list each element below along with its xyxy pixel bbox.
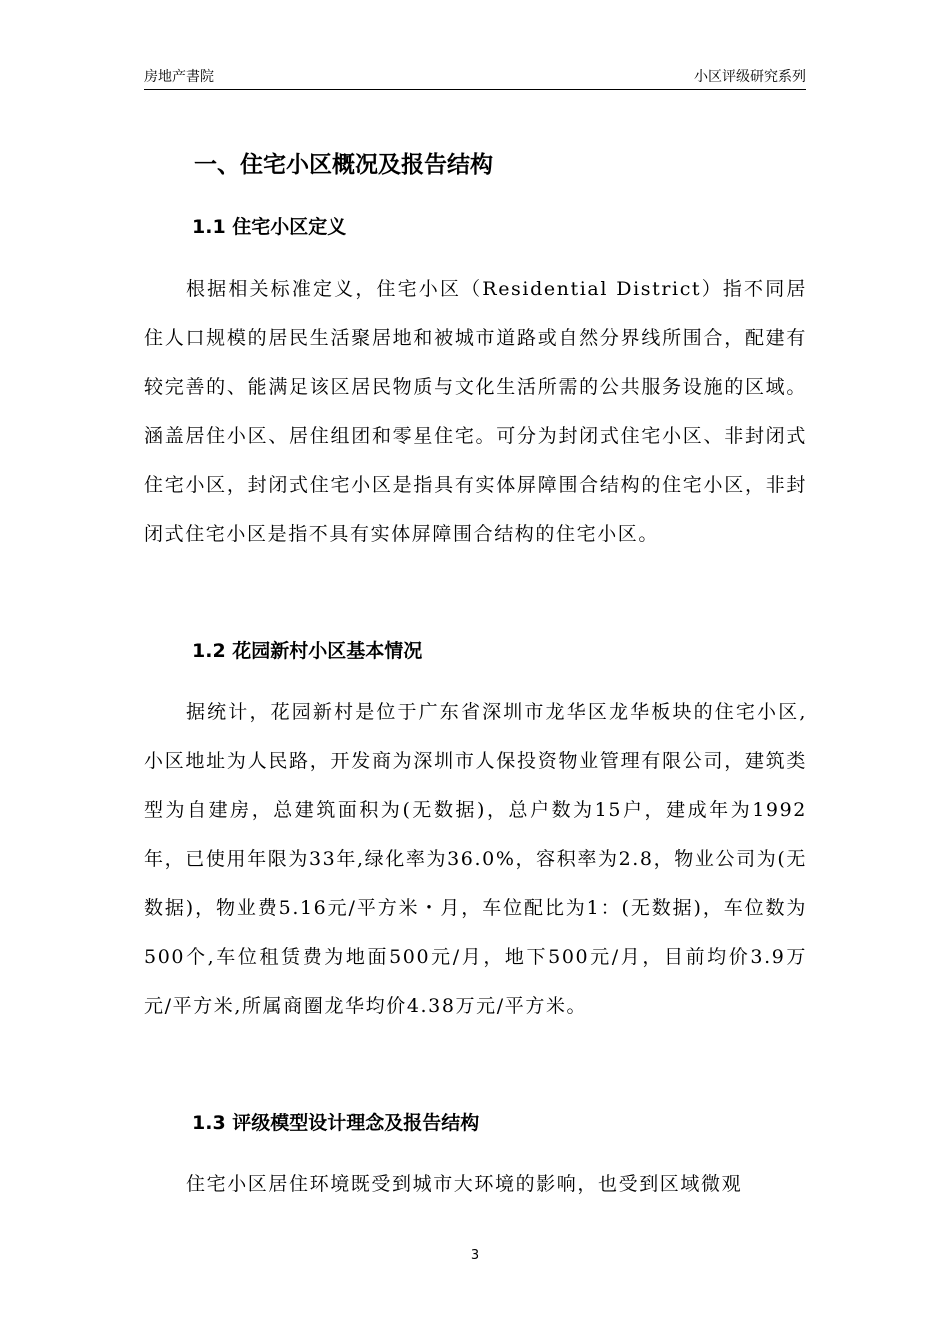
subsection-heading-1-2: 1.2 花园新村小区基本情况 <box>192 640 423 662</box>
paragraph-basic-info: 据统计，花园新村是位于广东省深圳市龙华区龙华板块的住宅小区,小区地址为人民路，开发商为深圳市人保投资物业管理有限公司，建筑类型为自建房，总建筑面积为(无数据)，总户数为15户，建成年为1992年，已使用年限为33年,绿化率为36.0%，容积率为2.8，物业公司为(无数据)，物业费5.16元/平方米・月，车位配比为1：(无数据)，车位数为500个,车位租赁费为地面500元/月，地下500元/月，目前均价3.9万元/平方米,所属商圈龙华均价4.38万元/平方米。 <box>144 701 807 1017</box>
subsection-heading-1-1: 1.1 住宅小区定义 <box>192 216 347 238</box>
page-number: 3 <box>470 1248 480 1263</box>
paragraph-model-design: 住宅小区居住环境既受到城市大环境的影响，也受到区域微观 <box>186 1173 743 1195</box>
header-publisher: 房地产書院 <box>144 69 214 85</box>
header-series-title: 小区评级研究系列 <box>694 69 806 85</box>
section-title: 一、住宅小区概况及报告结构 <box>194 152 493 178</box>
header-divider <box>144 89 806 90</box>
subsection-heading-1-3: 1.3 评级模型设计理念及报告结构 <box>192 1112 480 1134</box>
paragraph-definition: 根据相关标准定义，住宅小区（Residential District）指不同居住人口规模的居民生活聚居地和被城市道路或自然分界线所围合，配建有较完善的、能满足该区居民物质与文化生活所需的公共服务设施的区域。涵盖居住小区、居住组团和零星住宅。可分为封闭式住宅小区、非封闭式住宅小区，封闭式住宅小区是指具有实体屏障围合结构的住宅小区，非封闭式住宅小区是指不具有实体屏障围合结构的住宅小区。 <box>144 278 807 545</box>
